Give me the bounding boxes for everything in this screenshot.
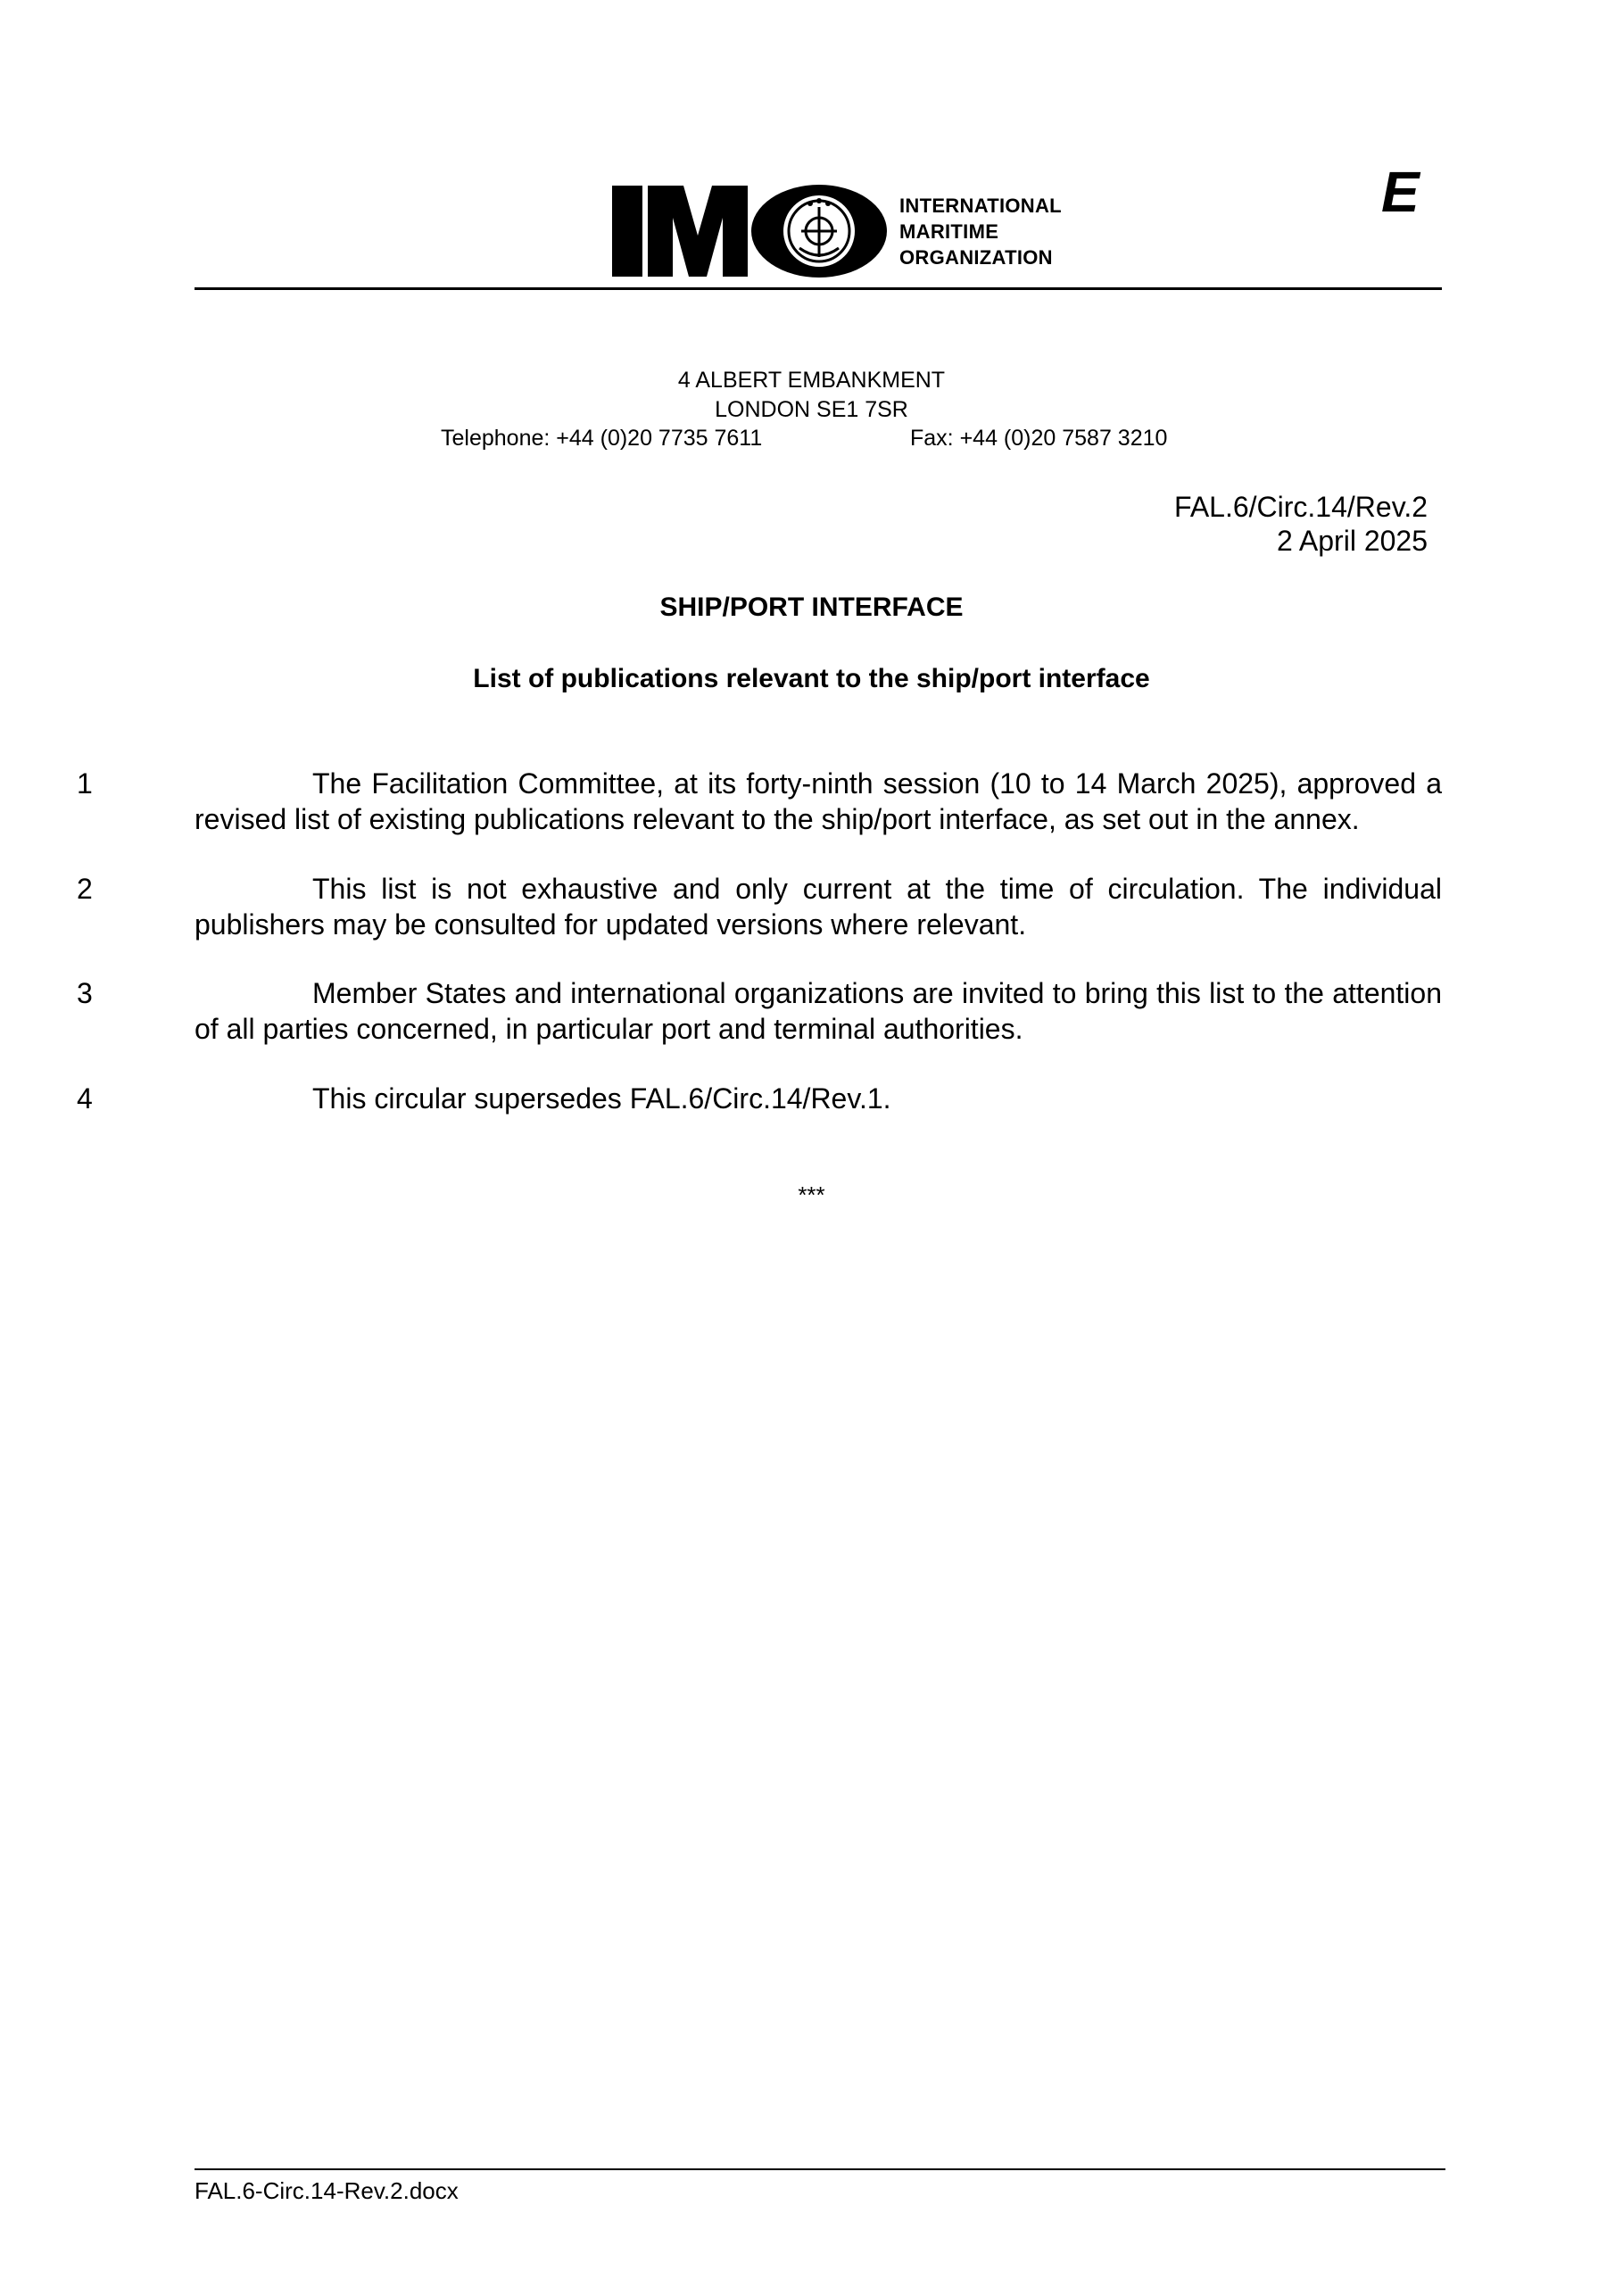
address-line2: LONDON SE1 7SR — [715, 397, 908, 422]
org-name — [899, 193, 1062, 270]
org-name-line: INTERNATIONAL — [899, 195, 1062, 217]
paragraph-text: This circular supersedes FAL.6/Circ.14/Rev.1. — [312, 1082, 891, 1115]
document-title: SHIP/PORT INTERFACE — [659, 593, 964, 622]
telephone: Telephone: +44 (0)20 7735 7611 — [441, 426, 763, 451]
paragraph-text: This list is not exhaustive and only current at the time of circulation. The individual publishers may be consulted for updated versions where relevant. — [195, 873, 1442, 941]
paragraph-number: 4 — [77, 1082, 93, 1115]
document-symbol: FAL.6/Circ.14/Rev.2 — [1174, 491, 1428, 523]
paragraph-text: Member States and international organizations are invited to bring this list to the attention of all parties concerned, in particular port and terminal authorities. — [195, 977, 1442, 1045]
paragraph — [77, 871, 1442, 942]
header-rule — [195, 287, 1442, 290]
paragraph — [77, 1081, 1442, 1116]
paragraph-number: 2 — [77, 873, 93, 905]
section-separator: *** — [798, 1181, 825, 1208]
fax: Fax: +44 (0)20 7587 3210 — [910, 426, 1168, 451]
org-name-line: MARITIME — [899, 220, 999, 243]
document-date: 2 April 2025 — [1276, 525, 1428, 557]
address-line1: 4 ALBERT EMBANKMENT — [677, 368, 946, 393]
paragraph — [77, 766, 1442, 837]
footer-filename: FAL.6-Circ.14-Rev.2.docx — [195, 2177, 459, 2204]
language-code: E — [1381, 160, 1420, 224]
imo-logo-icon — [612, 182, 889, 280]
paragraph-number: 3 — [77, 977, 93, 1009]
paragraph-number: 1 — [77, 767, 93, 800]
document-subtitle: List of publications relevant to the ship/port interface — [473, 664, 1150, 693]
paragraph-text: The Facilitation Committee, at its forty-ninth session (10 to 14 March 2025), approved a revised list of existing publications relevant to the ship/port interface, as set out in the annex. — [195, 767, 1442, 835]
footer-rule — [195, 2168, 1445, 2170]
paragraph — [77, 975, 1442, 1047]
org-name-line: ORGANIZATION — [899, 246, 1053, 269]
